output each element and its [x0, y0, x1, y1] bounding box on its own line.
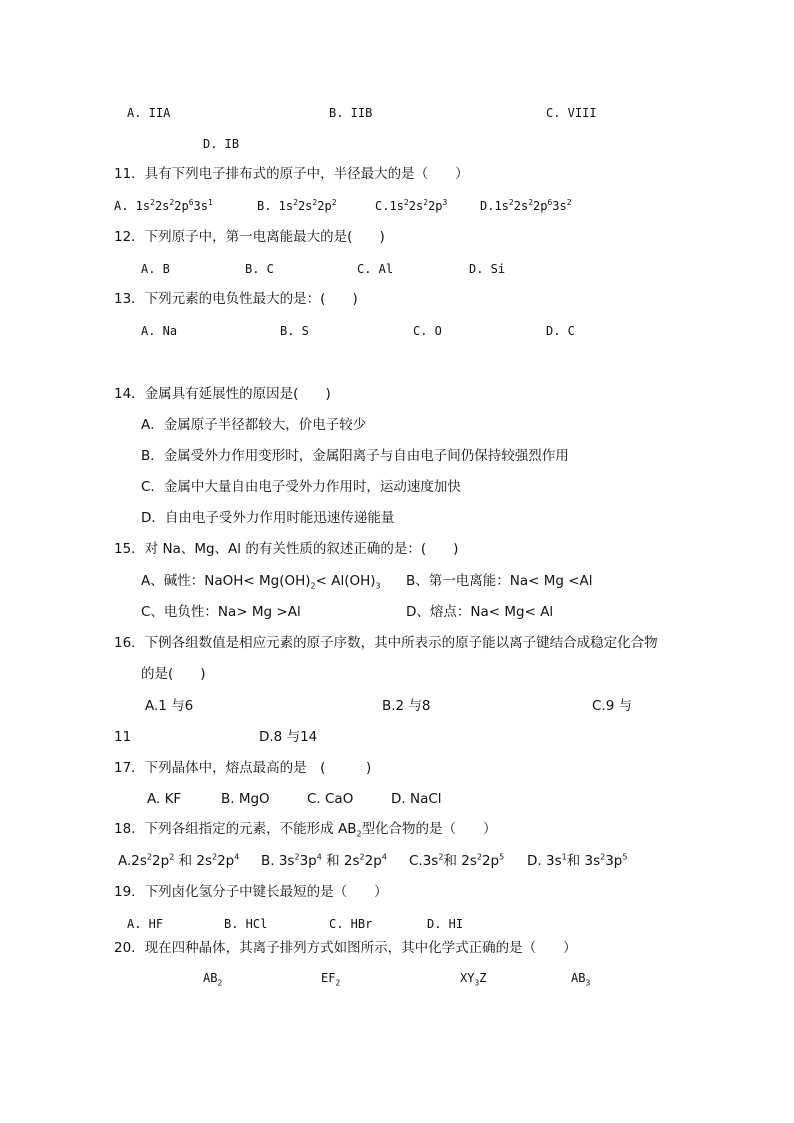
q16-option-b: B.2 与8: [382, 698, 431, 714]
q16-stem-line1: 16．下例各组数值是相应元素的原子序数，其中所表示的原子能以离子键结合成稳定化合物: [114, 635, 658, 651]
q20-label-ab2: $AB_2$: [203, 971, 223, 988]
q13-option-b: B. S: [280, 324, 309, 338]
q17-option-d: D. NaCl: [391, 791, 442, 807]
q11-option-b: B. $1s^22s^22p^2$: [257, 198, 337, 213]
q15-option-a: A、碱性：NaOH< $Mg(OH)_2< Al(OH)_3$: [141, 573, 381, 591]
q20-stem: 20．现在四种晶体，其离子排列方式如图所示，其中化学式正确的是（ ）: [114, 940, 577, 956]
q16-option-a: A.1 与6: [145, 698, 194, 714]
q19-stem: 19．下列卤化氢分子中键长最短的是（ ）: [114, 884, 388, 900]
q19-option-d: D. HI: [427, 917, 464, 931]
q19-option-b: B. HCl: [224, 917, 268, 931]
q14-option-a: A．金属原子半径都较大，价电子较少: [141, 417, 367, 433]
q14-option-c: C．金属中大量自由电子受外力作用时，运动速度加快: [141, 479, 461, 495]
q18-option-d: D. $3s^1$和 $3s^23p^5$: [527, 852, 628, 869]
q12-option-c: C. Al: [357, 262, 394, 276]
q11-option-d: $D.1s^22s^22p^63s^2$: [480, 198, 572, 213]
q15-option-c: C、电负性：Na> Mg >Al: [141, 604, 301, 620]
q14-stem: 14．金属具有延展性的原因是( ): [114, 386, 331, 402]
q14-option-d: D．自由电子受外力作用时能迅速传递能量: [141, 510, 395, 526]
q13-option-a: A. Na: [141, 324, 178, 338]
q12-option-d: D. Si: [469, 262, 506, 276]
q18-stem: 18．下列各组指定的元素，不能形成 $AB_2$型化合物的是（ ）: [114, 821, 497, 839]
q17-stem: 17．下列晶体中，熔点最高的是 ( ): [114, 760, 372, 776]
q11-option-a: A. $1s^22s^22p^63s^1$: [114, 198, 213, 213]
q14-option-b: B．金属受外力作用变形时，金属阳离子与自由电子间仍保持较强烈作用: [141, 448, 569, 464]
q10-option-b: B. IIB: [329, 106, 373, 120]
q20-label-xy3z: $XY_3Z$: [460, 971, 487, 988]
q11-option-c: $C.1s^22s^22p^3$: [375, 198, 448, 213]
q15-option-b: B、第一电离能：Na< Mg <Al: [406, 573, 593, 589]
q17-option-b: B. MgO: [221, 791, 270, 807]
q18-option-c: $C.3s^2$和 $2s^22p^5$: [409, 852, 505, 869]
q16-stem-line2: 的是( ): [141, 666, 206, 682]
q19-option-a: A. HF: [127, 917, 164, 931]
q19-option-c: C. HBr: [329, 917, 373, 931]
q13-option-d: D. C: [546, 324, 575, 338]
q12-stem: 12．下列原子中，第一电离能最大的是( ): [114, 229, 385, 245]
q20-label-ef2: $EF_2$: [321, 971, 341, 988]
q10-option-a: A. IIA: [127, 106, 171, 120]
q20-label-ab3: $AB_3$: [571, 971, 591, 988]
q11-stem: 11．具有下列电子排布式的原子中，半径最大的是（ ）: [114, 166, 469, 182]
q10-option-c: C. VIII: [546, 106, 597, 120]
q18-option-b: B. $3s^23p^4$ 和 $2s^22p^4$: [261, 852, 387, 869]
q10-option-d: D. IB: [203, 137, 240, 151]
q16-option-c-cont: 11: [114, 729, 132, 745]
q12-option-b: B. C: [245, 262, 274, 276]
q13-option-c: C. O: [413, 324, 442, 338]
q13-stem: 13．下列元素的电负性最大的是：( ): [114, 291, 358, 307]
q15-option-d: D、熔点：Na< Mg< Al: [406, 604, 554, 620]
q12-option-a: A. B: [141, 262, 170, 276]
q17-option-a: A. KF: [147, 791, 182, 807]
q16-option-c: C.9 与: [592, 698, 633, 714]
q15-stem: 15．对 Na、Mg、Al 的有关性质的叙述正确的是：( ): [114, 541, 459, 557]
q18-option-a: $A.2s^22p^2$ 和 $2s^22p^4$: [118, 852, 240, 869]
q17-option-c: C. CaO: [307, 791, 354, 807]
q16-option-d: D.8 与14: [259, 729, 318, 745]
